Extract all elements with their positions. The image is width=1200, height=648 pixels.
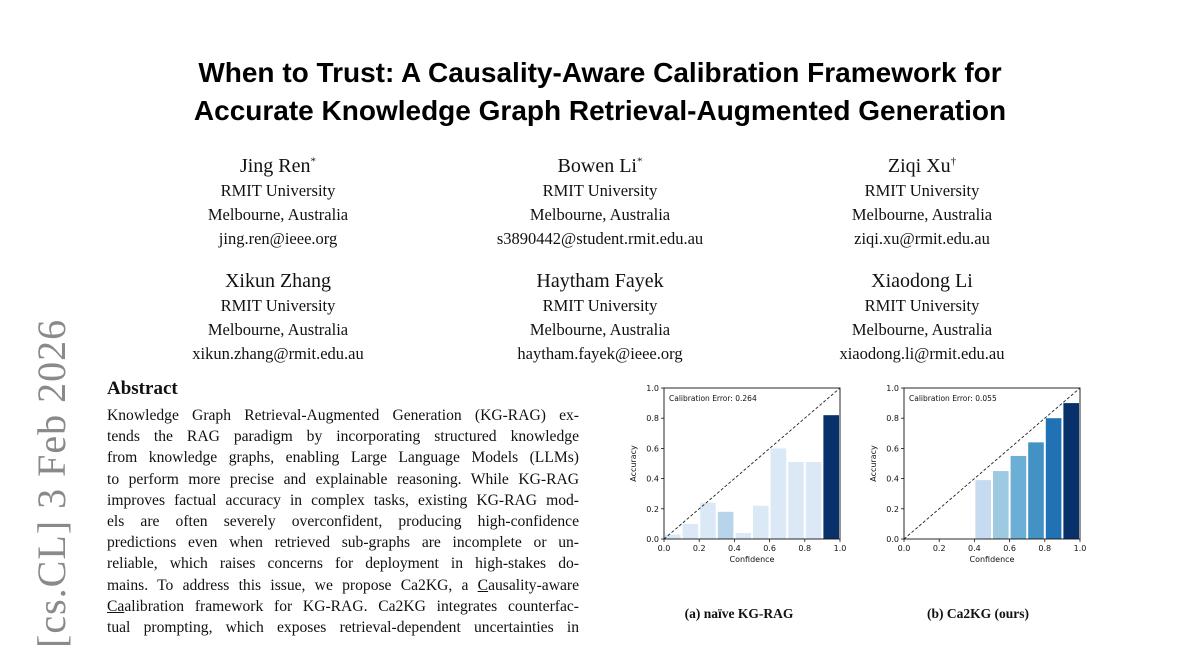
y-tick-label: 1.0	[886, 384, 899, 393]
bar	[788, 462, 804, 539]
author-mark: *	[636, 155, 643, 168]
author-location: Melbourne, Australia	[207, 205, 349, 224]
abstract-body	[107, 405, 579, 638]
figure-caption: (b) Ca2KG (ours)	[927, 606, 1029, 621]
bar	[975, 480, 991, 539]
author-name: Jing Ren*	[239, 155, 317, 177]
author-mark: †	[950, 155, 957, 168]
figure-caption: (a) naïve KG-RAG	[684, 606, 794, 621]
author-email[interactable]: xiaodong.li@rmit.edu.au	[839, 344, 1005, 363]
calibration-error-annotation: Calibration Error: 0.264	[669, 394, 757, 403]
y-tick-label: 0.4	[886, 474, 899, 484]
bar	[993, 471, 1009, 539]
bar	[1046, 418, 1062, 539]
abstract-heading: Abstract	[107, 378, 178, 399]
author-name: Bowen Li*	[557, 155, 643, 177]
author-name: Xikun Zhang	[224, 270, 332, 292]
bar	[823, 415, 839, 539]
abstract-line: tual prompting, which exposes retrieval-dependent uncertainties in	[107, 619, 579, 637]
abstract-line: els are often severely overconfident, producing high-confidence	[107, 513, 579, 531]
acronym-letter: C	[477, 576, 489, 594]
abstract-line: predictions even when retrieved sub-graphs are incomplete or un-	[107, 534, 579, 552]
bar	[806, 462, 822, 539]
author-location: Melbourne, Australia	[207, 320, 349, 339]
acronym-letter: Ca	[107, 597, 125, 615]
author-email[interactable]: s3890442@student.rmit.edu.au	[496, 229, 704, 248]
author-block	[128, 153, 428, 251]
author-name: Ziqi Xu†	[887, 155, 957, 177]
y-tick-label: 1.0	[646, 384, 659, 393]
x-tick-label: 1.0	[833, 544, 846, 553]
x-axis-label: Confidence	[969, 555, 1015, 564]
author-affiliation: RMIT University	[542, 296, 658, 315]
abstract-line: mains. To address this issue, we propose Ca2KG, a Causality-aware	[107, 576, 579, 594]
x-tick-label: 0.8	[798, 544, 812, 553]
bar	[1028, 442, 1044, 539]
abstract-line: from knowledge graphs, enabling Large Language Models (LLMs)	[107, 449, 579, 467]
bar	[683, 524, 699, 539]
author-location: Melbourne, Australia	[851, 205, 993, 224]
author-email[interactable]: haytham.fayek@ieee.org	[517, 344, 683, 363]
paper-title-line: When to Trust: A Causality-Aware Calibration Framework for	[198, 57, 1002, 88]
x-tick-label: 0.0	[897, 544, 911, 553]
y-axis-label: Accuracy	[629, 445, 638, 482]
calibration-error-annotation: Calibration Error: 0.055	[909, 394, 997, 403]
y-tick-label: 0.6	[646, 444, 659, 454]
author-block	[772, 153, 1072, 251]
abstract-line: tends the RAG paradigm by incorporating structured knowledge	[107, 428, 579, 446]
author-location: Melbourne, Australia	[529, 320, 671, 339]
author-affiliation: RMIT University	[864, 296, 980, 315]
y-tick-label: 0.4	[646, 474, 659, 484]
y-tick-label: 0.0	[886, 535, 899, 544]
author-block	[772, 268, 1072, 366]
reliability-diagram-naive	[626, 378, 846, 570]
author-block	[450, 153, 750, 251]
author-email[interactable]: ziqi.xu@rmit.edu.au	[854, 229, 990, 248]
bar	[700, 503, 716, 539]
bar	[1063, 403, 1079, 539]
y-tick-label: 0.8	[886, 414, 899, 424]
author-block	[128, 268, 428, 366]
author-location: Melbourne, Australia	[851, 320, 993, 339]
author-name: Xiaodong Li	[871, 270, 973, 292]
reliability-diagram-ca2kg	[866, 378, 1086, 570]
author-affiliation: RMIT University	[220, 181, 336, 200]
bar	[665, 534, 681, 539]
abstract-line: Caalibration framework for KG-RAG. Ca2KG integrates counterfac-	[107, 597, 579, 615]
paper-title	[80, 54, 1120, 130]
x-tick-label: 0.2	[692, 544, 706, 553]
bar	[1011, 456, 1027, 539]
x-tick-label: 0.6	[1003, 544, 1016, 553]
abstract-line: Knowledge Graph Retrieval-Augmented Generation (KG-RAG) ex-	[107, 407, 579, 424]
author-name: Haytham Fayek	[536, 270, 664, 292]
x-tick-label: 0.4	[968, 544, 981, 553]
bar	[771, 448, 787, 539]
y-tick-label: 0.2	[646, 504, 659, 514]
y-axis-label: Accuracy	[869, 445, 878, 482]
x-tick-label: 0.4	[728, 544, 741, 553]
y-tick-label: 0.2	[886, 504, 899, 514]
x-tick-label: 1.0	[1073, 544, 1086, 553]
author-mark: *	[310, 155, 317, 168]
author-affiliation: RMIT University	[864, 181, 980, 200]
arxiv-id-stamp: [cs.CL] 3 Feb 2026	[29, 318, 74, 648]
y-tick-label: 0.8	[646, 414, 659, 424]
x-tick-label: 0.2	[932, 544, 946, 553]
x-axis-label: Confidence	[729, 555, 775, 564]
author-location: Melbourne, Australia	[529, 205, 671, 224]
bar	[735, 533, 751, 539]
paper-title-line: Accurate Knowledge Graph Retrieval-Augmented Generation	[193, 95, 1007, 126]
y-tick-label: 0.6	[886, 444, 899, 454]
abstract-line: reliable, which raises concerns for deployment in high-stakes do-	[107, 555, 579, 573]
abstract-line: to perform more precise and explainable reasoning. While KG-RAG	[107, 470, 579, 488]
y-tick-label: 0.0	[646, 535, 659, 544]
abstract-line: improves factual accuracy in complex tasks, existing KG-RAG mod-	[107, 491, 579, 509]
x-tick-label: 0.6	[763, 544, 776, 553]
x-tick-label: 0.0	[657, 544, 671, 553]
x-tick-label: 0.8	[1038, 544, 1052, 553]
author-affiliation: RMIT University	[220, 296, 336, 315]
bar	[718, 512, 734, 539]
author-email[interactable]: jing.ren@ieee.org	[218, 229, 338, 248]
author-email[interactable]: xikun.zhang@rmit.edu.au	[192, 344, 364, 363]
bar	[753, 506, 769, 539]
author-block	[450, 268, 750, 366]
author-affiliation: RMIT University	[542, 181, 658, 200]
